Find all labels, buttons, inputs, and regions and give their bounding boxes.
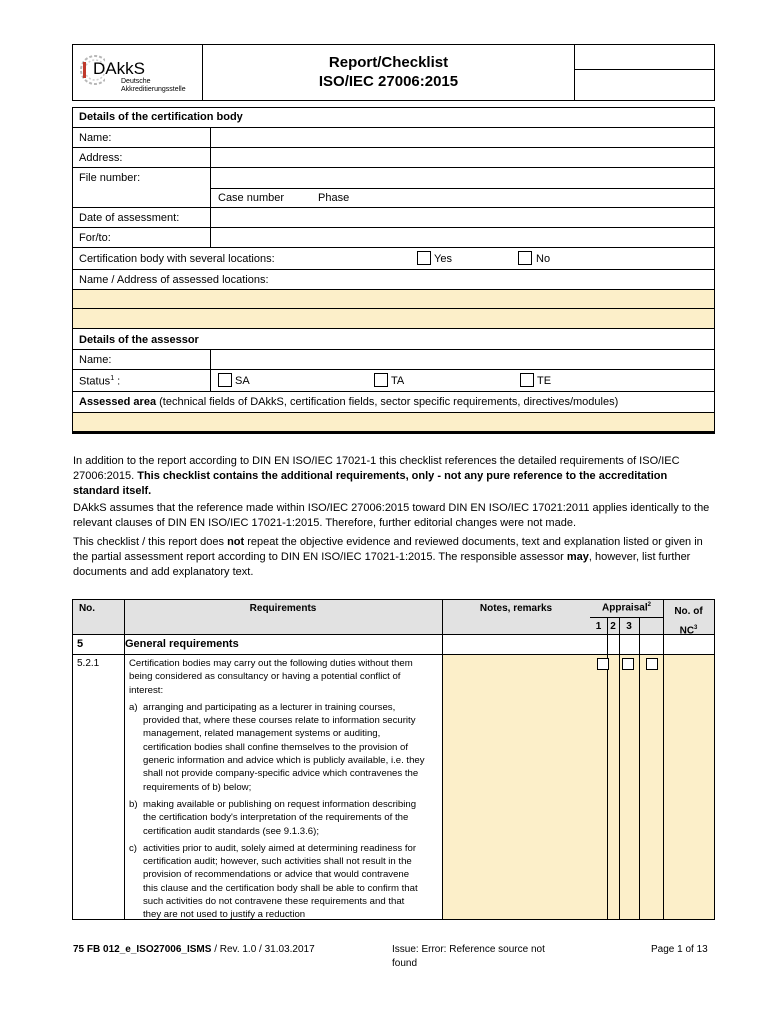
assessor-section-header: Details of the assessor [73, 329, 714, 350]
status-row [73, 370, 714, 392]
status-sa-checkbox[interactable] [218, 373, 232, 387]
no-label: No [536, 253, 551, 265]
logo-cell [73, 45, 203, 100]
assessed-locations-row: Name / Address of assessed locations: [73, 270, 714, 290]
requirement-item-c: c) activities prior to audit, solely aimed at determining readiness for certification audit; however, such activities shall not result in the provision of recommendations or advice that would contravene this clause and the certification body shall be able to confirm that such activities do not contravene these requirements and that they are not used to justify a reduction [129, 842, 418, 920]
section-title: General requirements [125, 638, 239, 650]
date-field[interactable] [211, 208, 714, 227]
yes-checkbox[interactable] [417, 251, 431, 265]
requirement-item-a: a) arranging and participating as a lecturer in training courses, provided that, where these courses relate to information security management, related management systems or auditing, certification bodies shall confine themselves to the provision of generic information and advice which is publicly available, i.e. they shall not provide company-specific advice which contravenes the requirements of b) below; [129, 701, 425, 793]
footer-issue: Issue: Error: Reference source not found [392, 944, 545, 969]
name-field[interactable] [211, 128, 714, 147]
section-number: 5 [77, 638, 84, 650]
status-label: Status$^1$ : [79, 375, 121, 388]
date-row: Date of assessment: [73, 208, 714, 228]
document-title: Report/Checklist ISO/IEC 27006:2015 [203, 45, 575, 100]
intro-paragraph-3: This checklist / this report does not repeat the objective evidence and reviewed documents, text and explanation listed or given in the partial assessment report according to DIN EN ISO/IEC 17021-1:2015. The responsible assessor may, however, list further documents and add explanatory text. [73, 536, 703, 578]
case-number-label: Case number [218, 192, 285, 204]
appraisal-3-checkbox[interactable] [646, 658, 658, 670]
notes-field[interactable] [442, 654, 663, 920]
col-notes-header: Notes, remarks [479, 603, 553, 614]
details-table [72, 107, 715, 434]
footer-doc-id: 75 FB 012_e_ISO27006_ISMS / Rev. 1.0 / 31.03.2017 [73, 944, 315, 955]
intro-paragraph-2: DAkkS assumes that the reference made within ISO/IEC 27006:2015 toward DIN EN ISO/IEC 17021:2011 applies identically to the relevant clauses of DIN EN ISO/IEC 17021-1:2015. Therefore, further editorial changes were not made. [73, 502, 710, 529]
phase-label: Phase [318, 192, 350, 204]
assessed-locations-field-1[interactable] [73, 290, 714, 309]
appraisal-sub-2: 2 [610, 621, 616, 632]
yes-label: Yes [434, 253, 452, 265]
nc-count-field[interactable] [663, 654, 714, 920]
assessor-name-field[interactable] [211, 350, 714, 369]
assessed-area-row [73, 392, 714, 413]
requirement-text [129, 657, 425, 920]
status-sa-label: SA [235, 375, 250, 387]
status-ta-checkbox[interactable] [374, 373, 388, 387]
name-row: Name: [73, 128, 714, 148]
requirement-number: 5.2.1 [77, 658, 100, 669]
logo-subtitle: Deutsche Akkreditierungsstelle [121, 78, 186, 93]
assessor-name-row: Name: [73, 350, 714, 370]
col-appraisal-header: Appraisal$^2$ [602, 602, 651, 614]
requirement-intro: Certification bodies may carry out the following duties without them being considered as consultancy or having a potential conflict of interest: [129, 658, 413, 696]
header-meta-cell-bottom [575, 70, 714, 100]
document-header [72, 44, 715, 101]
appraisal-1-checkbox[interactable] [597, 658, 609, 670]
appraisal-2-checkbox[interactable] [622, 658, 634, 670]
for-to-row: For/to: [73, 228, 714, 248]
col-nc-header: No. of $NC^3$ [674, 606, 703, 637]
footer-page-number: Page 1 of 13 [651, 944, 708, 955]
status-ta-label: TA [391, 375, 405, 387]
logo-wordmark: DAkkS [93, 59, 145, 78]
file-number-field[interactable] [211, 168, 714, 187]
intro-paragraph-1: In addition to the report according to DIN EN ISO/IEC 17021-1 this checklist references the detailed requirements of ISO/IEC 27006:2015. This checklist contains the additional requirements, only - not any pure reference to the accreditation standard itself. [73, 455, 680, 497]
address-field[interactable] [211, 148, 714, 167]
appraisal-sub-1: 1 [595, 621, 602, 632]
for-to-field[interactable] [211, 228, 714, 247]
assessed-area-field[interactable] [73, 413, 714, 433]
col-requirements-header: Requirements [249, 603, 317, 614]
file-number-row: File number: Case number Phase [73, 168, 714, 208]
address-row: Address: [73, 148, 714, 168]
col-no-header: No. [78, 603, 96, 614]
details-section-header: Details of the certification body [73, 108, 714, 128]
requirements-table [72, 599, 715, 920]
requirement-item-b: b) making available or publishing on request information describing the certification body's interpretation of the requirements of the certification audit standards (see 9.1.3.6); [129, 798, 417, 837]
several-locations-row: Certification body with several locations: Yes No [73, 248, 714, 270]
no-checkbox[interactable] [518, 251, 532, 265]
status-te-label: TE [537, 375, 552, 387]
assessed-area-label: Assessed area (technical fields of DAkkS, certification fields, sector specific requirements, directives/modules) [79, 396, 619, 408]
status-te-checkbox[interactable] [520, 373, 534, 387]
header-meta-cell-top [575, 45, 714, 70]
appraisal-sub-3: 3 [626, 621, 632, 632]
assessed-locations-field-2[interactable] [73, 309, 714, 329]
